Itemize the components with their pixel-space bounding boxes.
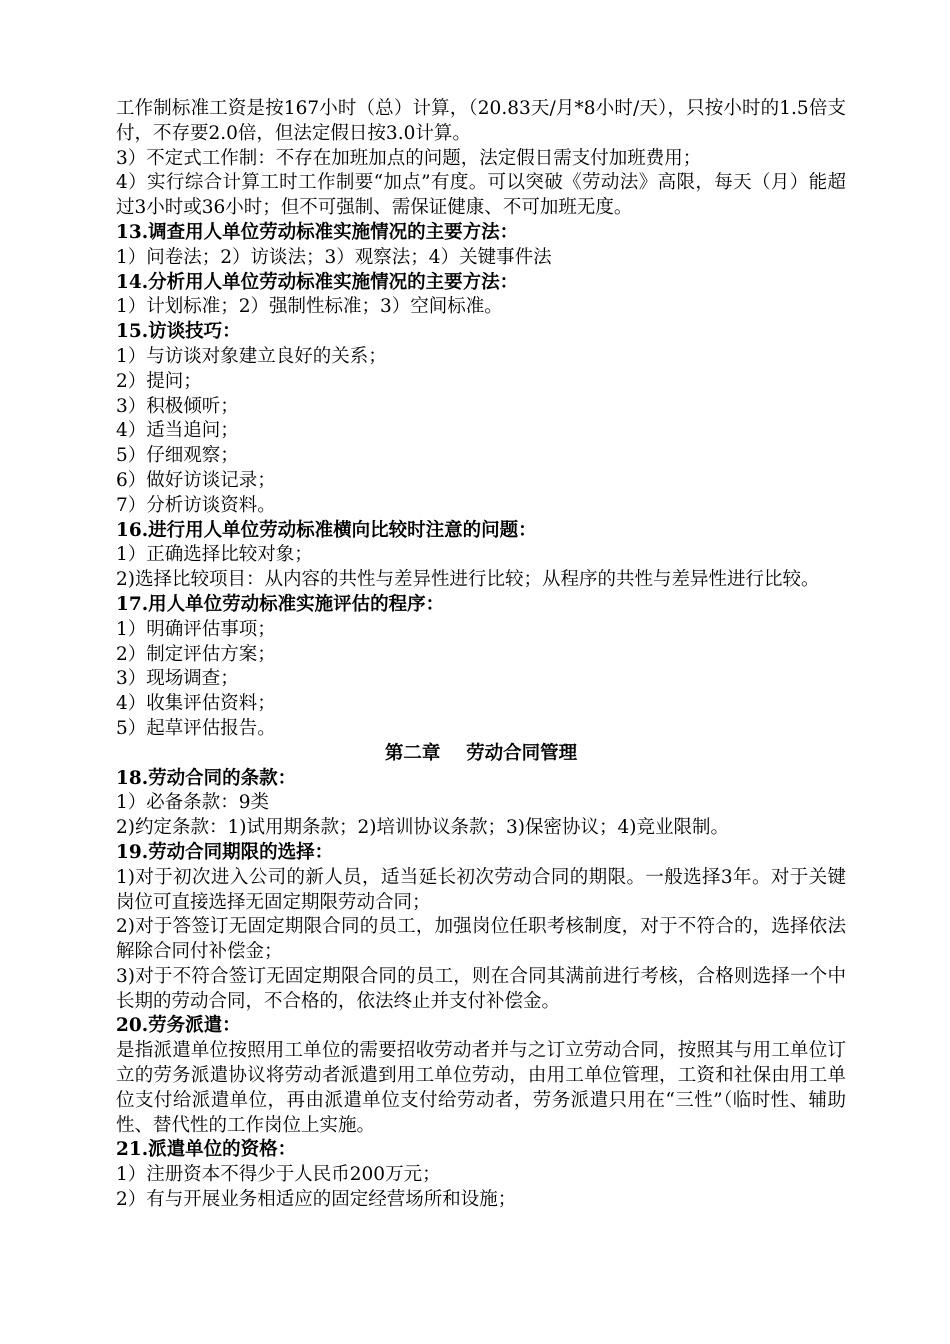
list-item: 4）收集评估资料； [116, 693, 276, 715]
list-item: 1)对于初次进入公司的新人员，适当延长初次劳动合同的期限。一般选择3年。对于关键岗位可直接选择无固定期限劳动合同； [116, 866, 846, 913]
section-heading: 13.调查用人单位劳动标准实施情况的主要方法： [116, 221, 519, 243]
section-heading: 20.劳务派遣： [116, 1015, 241, 1037]
list-item: 1）正确选择比较对象； [116, 544, 313, 566]
list-item: 5）仔细观察； [116, 445, 239, 467]
list-item: 3）不定式工作制：不存在加班加点的问题，法定假日需支付加班费用； [116, 147, 702, 169]
section-heading: 16.进行用人单位劳动标准横向比较时注意的问题： [116, 519, 537, 541]
paragraph: 工作制标准工资是按167小时（总）计算，（20.83天/月*8小时/天），只按小时的1.5倍支付，不存要2.0倍，但法定假日按3.0计算。 [116, 98, 846, 144]
list-item: 1）与访谈对象建立良好的关系； [116, 345, 387, 367]
list-item: 3）现场调查； [116, 668, 239, 690]
list-item: 2)对于答签订无固定期限合同的员工，加强岗位任职考核制度，对于不符合的，选择依法解除合同付补偿金； [116, 916, 846, 963]
document-page [116, 97, 846, 1213]
list-item: 1）明确评估事项； [116, 618, 276, 640]
list-item: 4）实行综合计算工时工作制要“加点”有度。可以突破《劳动法》高限，每天（月）能超过3小时或36小时；但不可强制、需保证健康、不可加班无度。 [116, 172, 846, 219]
list-item: 3）积极倾听； [116, 395, 239, 417]
list-item: 2）有与开展业务相适应的固定经营场所和设施； [116, 1189, 517, 1211]
list-item: 2)选择比较项目：从内容的共性与差异性进行比较；从程序的共性与差异性进行比较。 [116, 569, 820, 591]
section-heading: 15.访谈技巧： [116, 321, 241, 343]
section-heading: 14.分析用人单位劳动标准实施情况的主要方法： [116, 271, 519, 293]
section-heading: 17.用人单位劳动标准实施评估的程序： [116, 593, 445, 615]
list-item: 1）注册资本不得少于人民币200万元； [116, 1164, 441, 1186]
list-item: 2）制定评估方案； [116, 643, 276, 665]
list-item: 1）必备条款：9类 [116, 792, 270, 814]
list-item: 4）适当追问； [116, 420, 239, 442]
list-item: 3)对于不符合签订无固定期限合同的员工，则在合同其满前进行考核，合格则选择一个中长期的劳动合同，不合格的，依法终止并支付补偿金。 [116, 965, 846, 1012]
list-item: 2)约定条款：1)试用期条款；2)培训协议条款；3)保密协议；4)竞业限制。 [116, 817, 729, 839]
list-item: 7）分析访谈资料。 [116, 494, 276, 516]
section-heading: 21.派遣单位的资格： [116, 1139, 297, 1161]
section-heading: 19.劳动合同期限的选择： [116, 841, 334, 863]
section-heading: 18.劳动合同的条款： [116, 767, 297, 789]
chapter-title: 第二章 劳动合同管理 [384, 742, 578, 764]
list-item: 6）做好访谈记录； [116, 469, 276, 491]
list-item: 2）提问； [116, 370, 202, 392]
paragraph: 是指派遣单位按照用工单位的需要招收劳动者并与之订立劳动合同，按照其与用工单位订立的劳务派遣协议将劳动者派遣到用工单位劳动，由用工单位管理，工资和社保由用工单位支付给派遣单位，再由派遣单位支付给劳动者，劳务派遣只用在“三性”（临时性、辅助性、替代性的工作岗位上实施。 [116, 1040, 846, 1136]
list-item: 5）起草评估报告。 [116, 717, 276, 739]
paragraph: 1）计划标准；2）强制性标准；3）空间标准。 [116, 296, 503, 318]
paragraph: 1）问卷法；2）访谈法；3）观察法；4）关键事件法 [116, 246, 552, 268]
